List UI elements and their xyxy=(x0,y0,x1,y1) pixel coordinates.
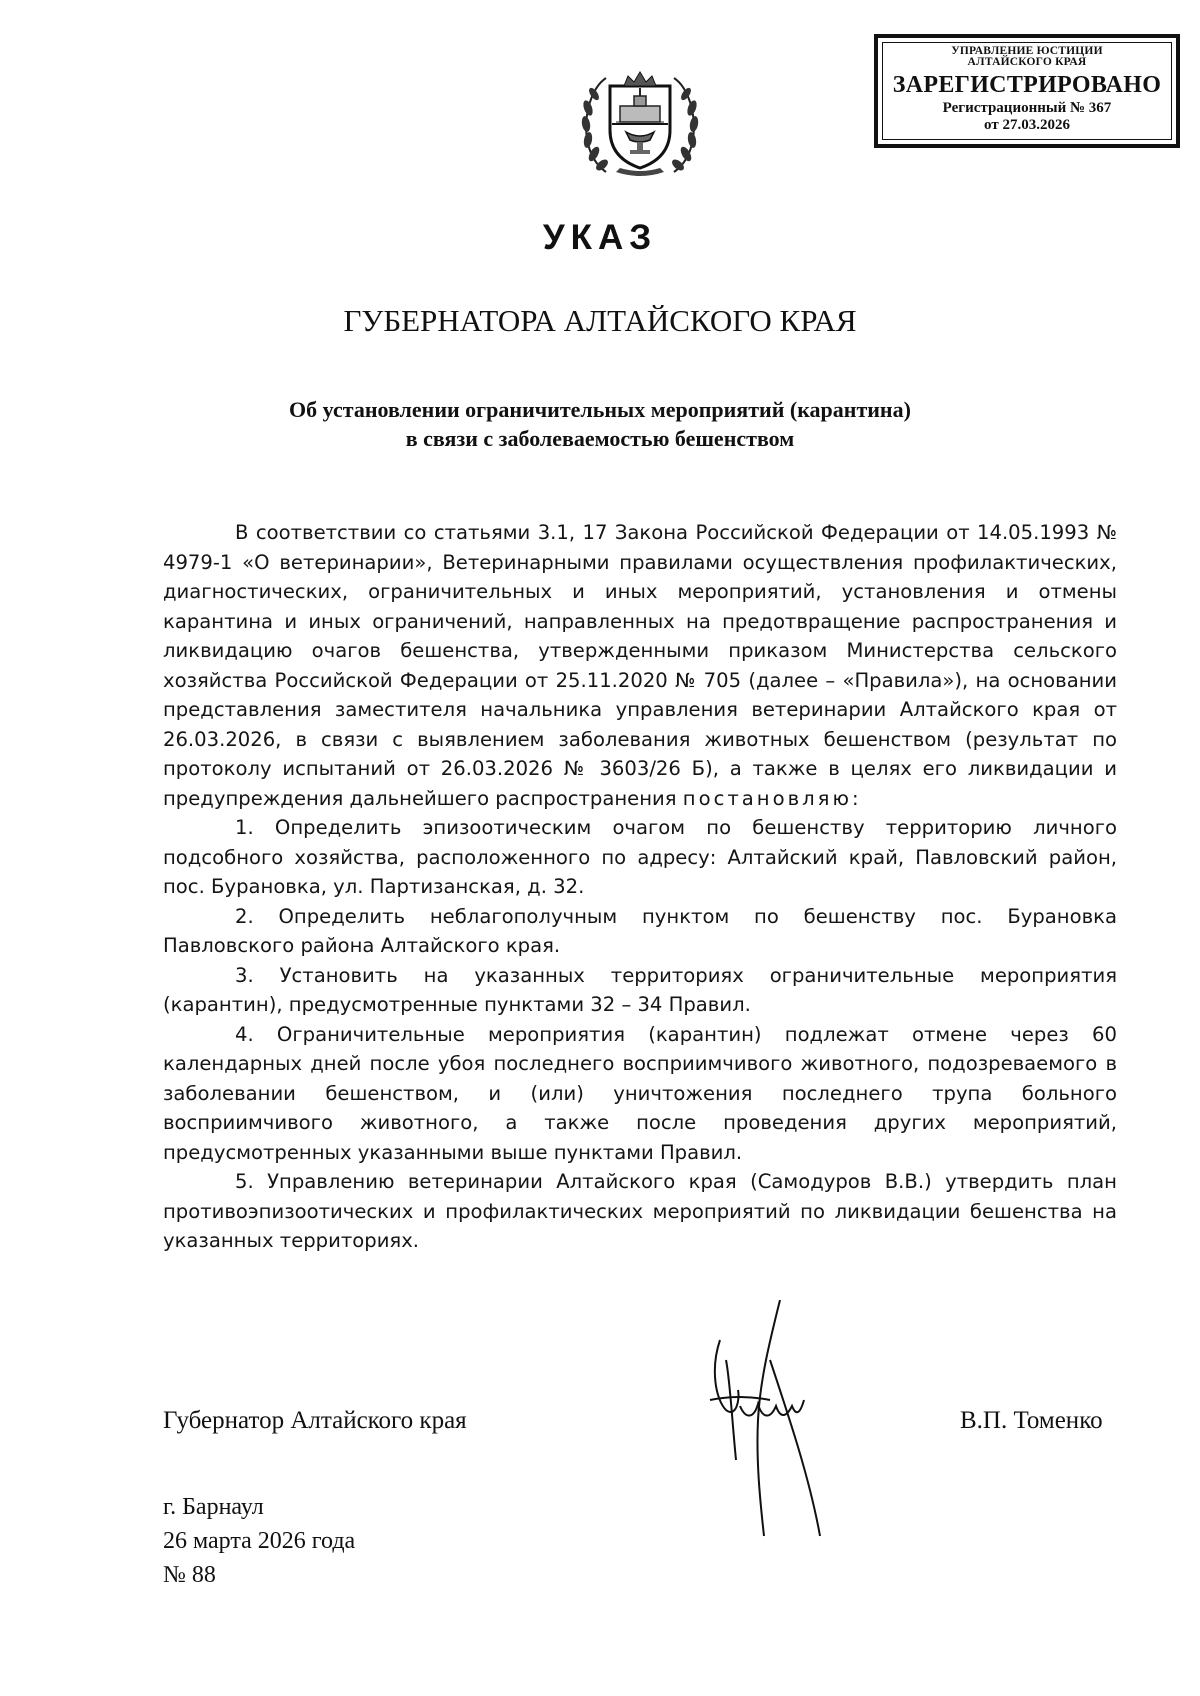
coat-of-arms-icon xyxy=(576,68,704,180)
stamp-org-line2: АЛТАЙСКОГО КРАЯ xyxy=(967,56,1087,68)
stamp-org-line1: УПРАВЛЕНИЕ ЮСТИЦИИ xyxy=(951,45,1103,57)
preamble-text: В соответствии со статьями 3.1, 17 Закона Российской Федерации от 14.05.1993 № 4979-1 «О ветеринарии», Ветеринарными правилами осуществления профилактических, диагностических, ограничительных и иных мероприятий, установления и отмены карантина и иных ограничений, направленных на предотвращение распространения и ликвидацию очагов бешенства, утвержденными приказом Министерства сельского хозяйства Российской Федерации от 25.11.2020 № 705 (далее – «Правила»), на основании представления заместителя начальника управления ветеринарии Алтайского края от 26.03.2026, в связи с выявлением заболевания животных бешенством (результат по протоколу испытаний от 26.03.2026 № 3603/26 Б), а также в целях его ликвидации и предупреждения дальнейшего распространения xyxy=(163,521,1117,810)
document-issuer: ГУБЕРНАТОРА АЛТАЙСКОГО КРАЯ xyxy=(343,303,857,338)
footer-number: № 88 xyxy=(163,1562,216,1588)
stamp-registration-number: Регистрационный № 367 xyxy=(942,100,1112,116)
signatory-title: Губернатор Алтайского края xyxy=(163,1407,467,1434)
document-body xyxy=(163,518,1117,1256)
stamp-date: от 27.03.2026 xyxy=(984,117,1070,133)
list-item: 1. Определить эпизоотическим очагом по бешенству территорию личного подсобного хозяйства, расположенного по адресу: Алтайский край, Павловский район, пос. Бурановка, ул. Партизанская, д. 32. xyxy=(163,816,1117,898)
document-type: УКАЗ xyxy=(542,218,658,257)
document-heading xyxy=(0,395,1200,453)
list-item: 5. Управлению ветеринарии Алтайского края (Самодуров В.В.) утвердить план противоэпизоотических и профилактических мероприятий по ликвидации бешенства на указанных территориях. xyxy=(163,1170,1117,1252)
footer-city: г. Барнаул xyxy=(163,1494,264,1520)
preamble-paragraph xyxy=(163,518,1117,813)
list-item: 4. Ограничительные мероприятия (карантин) подлежат отмене через 60 календарных дней после убоя последнего восприимчивого животного, подозреваемого в заболевании бешенством, и (или) уничтожения последнего трупа больного восприимчивого животного, а также после проведения других мероприятий, предусмотренных указанными выше пунктами Правил. xyxy=(163,1022,1117,1164)
decree-word: постановляю: xyxy=(682,786,862,810)
stamp-org xyxy=(883,46,1171,68)
handwritten-signature xyxy=(700,1300,850,1540)
stamp-status: ЗАРЕГИСТРИРОВАНО xyxy=(892,72,1162,98)
list-item: 2. Определить неблагополучным пунктом по бешенству пос. Бурановка Павловского района Алтайского края. xyxy=(163,904,1117,957)
footer-date: 26 марта 2026 года xyxy=(163,1528,356,1554)
heading-line-1: Об установлении ограничительных мероприятий (карантина) xyxy=(289,397,911,422)
list-item: 3. Установить на указанных территориях ограничительные мероприятия (карантин), предусмотренные пунктами 32 – 34 Правил. xyxy=(163,963,1117,1016)
registration-stamp xyxy=(874,34,1180,148)
document-footer xyxy=(163,1490,355,1592)
heading-line-2: в связи с заболеваемостью бешенством xyxy=(405,426,795,451)
signatory-name: В.П. Томенко xyxy=(960,1407,1103,1434)
